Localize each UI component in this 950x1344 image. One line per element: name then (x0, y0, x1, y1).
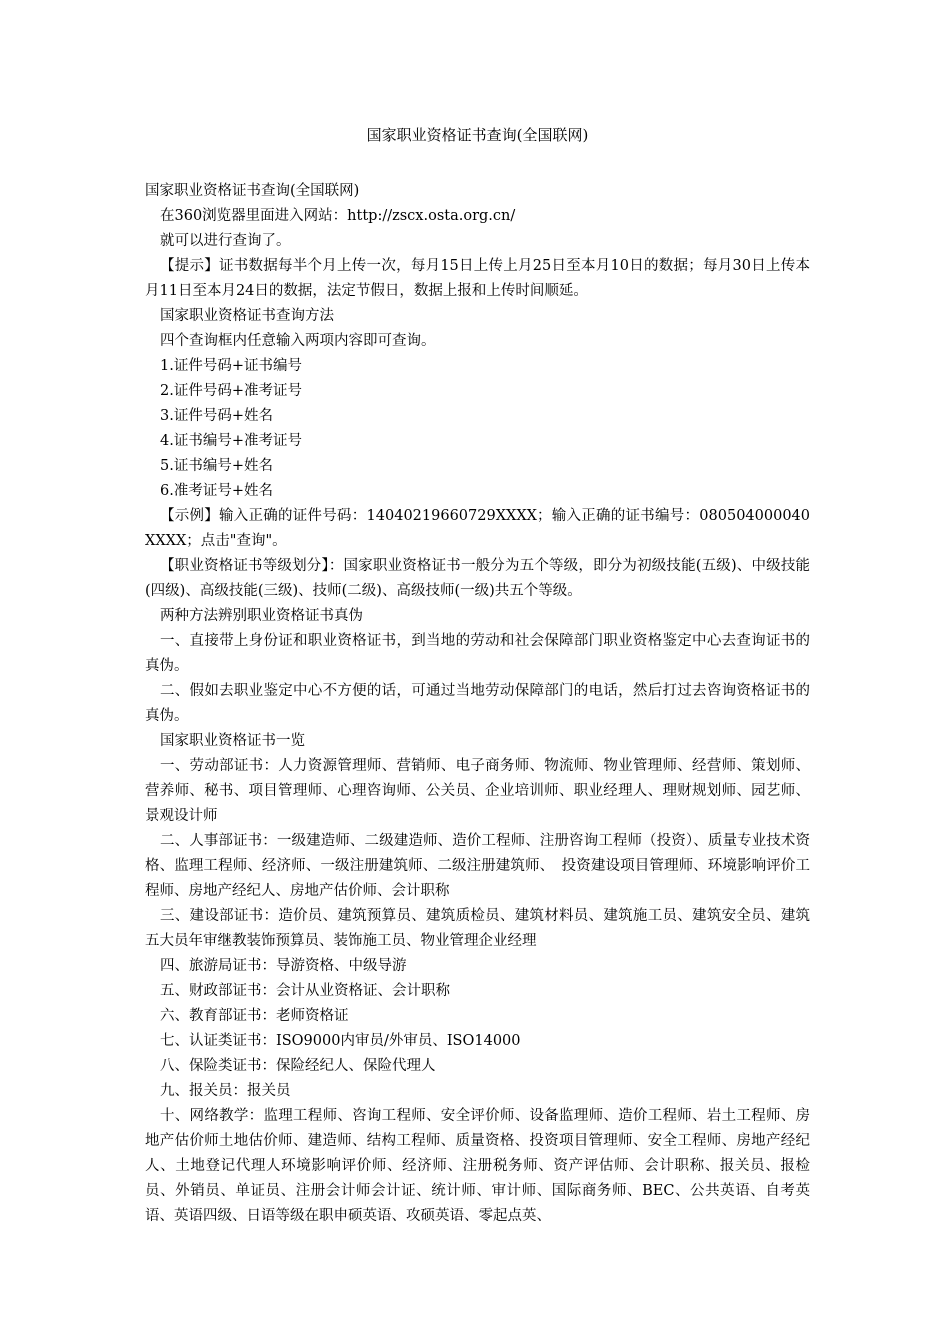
paragraph: 二、假如去职业鉴定中心不方便的话，可通过当地劳动保障部门的电话，然后打过去咨询资格证书的真伪。 (145, 683, 810, 724)
paragraph: 【示例】输入正确的证件号码：14040219660729XXXX；输入正确的证书编号：080504000040XXXX；点击"查询"。 (145, 508, 810, 549)
paragraph: 3.证件号码+姓名 (160, 408, 273, 424)
paragraph: 在360浏览器里面进入网站：http://zscx.osta.org.cn/ (160, 208, 516, 224)
paragraph: 四、旅游局证书：导游资格、中级导游 (160, 958, 407, 974)
paragraph: 七、认证类证书：ISO9000内审员/外审员、ISO14000 (160, 1033, 521, 1049)
paragraph: 5.证书编号+姓名 (160, 458, 273, 474)
paragraph: 4.证书编号+准考证号 (160, 433, 302, 449)
paragraph: 1.证件号码+证书编号 (160, 358, 302, 374)
document-body (145, 179, 810, 1229)
paragraph: 国家职业资格证书查询方法 (160, 308, 334, 324)
paragraph: 6.准考证号+姓名 (160, 483, 273, 499)
paragraph: 两种方法辨别职业资格证书真伪 (160, 608, 363, 624)
paragraph: 【职业资格证书等级划分】：国家职业资格证书一般分为五个等级，即分为初级技能(五级)、中级技能(四级)、高级技能(三级)、技师(二级)、高级技师(一级)共五个等级。 (145, 558, 810, 599)
document-title: 国家职业资格证书查询(全国联网) (366, 126, 589, 144)
document-page (145, 124, 810, 1229)
paragraph: 2.证件号码+准考证号 (160, 383, 302, 399)
paragraph: 六、教育部证书：老师资格证 (160, 1008, 349, 1024)
paragraph: 二、人事部证书：一级建造师、二级建造师、造价工程师、注册咨询工程师（投资）、质量专业技术资格、监理工程师、经济师、一级注册建筑师、二级注册建筑师、 投资建设项目管理师、环境影响评价工程师、房地产经纪人、房地产估价师、会计职称 (145, 833, 810, 899)
paragraph: 就可以进行查询了。 (160, 233, 291, 249)
paragraph: 十、网络教学：监理工程师、咨询工程师、安全评价师、设备监理师、造价工程师、岩土工程师、房地产估价师土地估价师、建造师、结构工程师、质量资格、投资项目管理师、安全工程师、房地产经纪人、土地登记代理人环境影响评价师、经济师、注册税务师、资产评估师、会计职称、报关员、报检员、外销员、单证员、注册会计师会计证、统计师、审计师、国际商务师、BEC、公共英语、自考英语、英语四级、日语等级在职申硕英语、攻硕英语、零起点英、 (145, 1108, 810, 1224)
paragraph: 五、财政部证书：会计从业资格证、会计职称 (160, 983, 450, 999)
paragraph: 国家职业资格证书一览 (160, 733, 305, 749)
paragraph: 八、保险类证书：保险经纪人、保险代理人 (160, 1058, 436, 1074)
paragraph: 一、劳动部证书：人力资源管理师、营销师、电子商务师、物流师、物业管理师、经营师、策划师、营养师、秘书、项目管理师、心理咨询师、公关员、企业培训师、职业经理人、理财规划师、园艺师、景观设计师 (145, 758, 810, 824)
paragraph: 【提示】证书数据每半个月上传一次，每月15日上传上月25日至本月10日的数据；每月30日上传本月11日至本月24日的数据，法定节假日，数据上报和上传时间顺延。 (145, 258, 810, 299)
paragraph: 国家职业资格证书查询(全国联网) (145, 183, 360, 199)
paragraph: 四个查询框内任意输入两项内容即可查询。 (160, 333, 436, 349)
paragraph: 三、建设部证书：造价员、建筑预算员、建筑质检员、建筑材料员、建筑施工员、建筑安全员、建筑五大员年审继教装饰预算员、装饰施工员、物业管理企业经理 (145, 908, 810, 949)
paragraph: 一、直接带上身份证和职业资格证书，到当地的劳动和社会保障部门职业资格鉴定中心去查询证书的真伪。 (145, 633, 810, 674)
paragraph: 九、报关员：报关员 (160, 1083, 291, 1099)
